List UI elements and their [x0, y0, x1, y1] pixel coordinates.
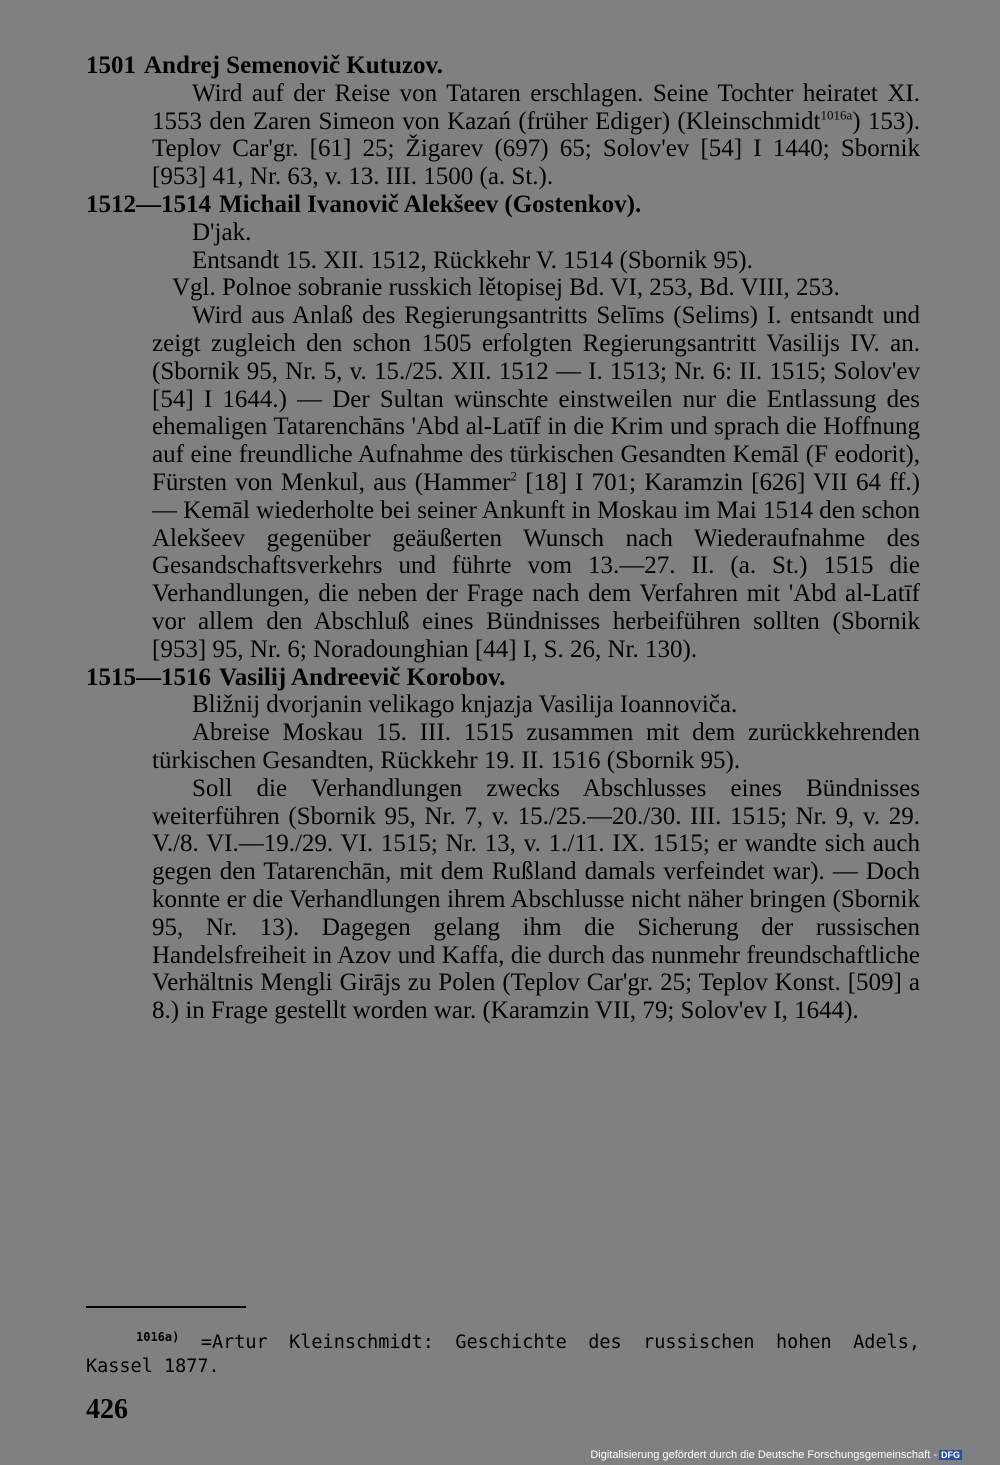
entry-body: [86, 691, 920, 1025]
entry-paragraph: Abreise Moskau 15. III. 1515 zusammen mit dem zurückkehrenden türkischen Gesandten, Rückkehr 19. II. 1516 (Sbornik 95).: [152, 719, 920, 774]
entry-paragraph: Entsandt 15. XII. 1512, Rückkehr V. 1514 (Sbornik 95).: [192, 246, 753, 274]
entry-name: Vasilij Andreevič Korobov.: [219, 663, 506, 691]
entry-heading: [86, 52, 920, 80]
entry-heading: [86, 664, 920, 692]
footnote-text: =Artur Kleinschmidt: Geschichte des russischen hohen Adels, Kassel 1877.: [86, 1332, 920, 1378]
entry-role: D'jak.: [192, 218, 252, 246]
credit-text: Digitalisierung gefördert durch die Deutsche Forschungsgemeinschaft -: [590, 1449, 937, 1461]
paragraph-text: ) 153). Teplov Car'gr. [61] 25; Žigarev (697) 65; Solov'ev [54] I 1440; Sbornik [953] 41, Nr. 63, v. 13. III. 1500 (a. St.).: [152, 107, 921, 191]
paragraph-text: [18] I 701; Karamzin [626] VII 64 ff.) — Kemāl wiederholte bei seiner Ankunft in Moskau im Mai 1514 den schon Alekšeev gegenüber geäußerten Wunsch nach Wiederaufnahme des Gesandschaftsverkehrs und führte vom 13.—27. II. (a. St.) 1515 die Verhandlungen, die neben der Frage nach dem Verfahren mit 'Abd al-Latīf vor allem den Abschluß eines Bündnisses herbeiführen sollten (Sbornik [953] 95, Nr. 6; Noradounghian [44] I, S. 26, Nr. 130).: [152, 468, 920, 663]
entry-body: [86, 219, 920, 664]
dfg-logo: DFG: [941, 1450, 960, 1460]
footnote-divider: [86, 1306, 246, 1308]
entry-alekseev: [86, 191, 920, 664]
entry-body: [86, 80, 920, 191]
entry-years: 1512—1514: [86, 190, 211, 218]
paragraph-text: Wird auf der Reise von Tataren erschlagen. Seine Tochter heiratet XI. 1553 den Zaren Simeon von Kazań (früher Ediger) (Kleinschmidt: [152, 79, 920, 135]
paragraph-text: Wird aus Anlaß des Regierungsantritts Selīms (Selims) I. entsandt und zeigt zugleich den schon 1505 erfolgten Regierungsantritt Vasilijs IV. an. (Sbornik 95, Nr. 5, v. 15./25. XII. 1512 — I. 1513; Nr. 6: II. 1515; Solov'ev [54] I 1644.) — Der Sultan wünschte einstweilen nur die Entlassung des ehemaligen Tatarenchāns 'Abd al-Latīf in die Krim und sprach die Hoffnung auf eine freundliche Aufnahme des türkischen Gesandten Kemāl (F eodorit), Fürsten von Menkul, aus (Hammer: [152, 302, 920, 496]
footnote-ref: 1016a: [820, 107, 853, 123]
entry-years: 1515—1516: [86, 663, 211, 691]
superscript: 2: [510, 468, 518, 484]
entry-name: Andrej Semenovič Kutuzov.: [144, 52, 443, 79]
entry-paragraph: [86, 80, 920, 191]
entry-paragraph: [86, 302, 920, 663]
entry-paragraph: Vgl. Polnoe sobranie russkich lětopisej Bd. VI, 253, Bd. VIII, 253.: [172, 274, 840, 302]
footnote-mark: 1016a): [136, 1330, 180, 1344]
entry-name: Michail Ivanovič Alekšeev (Gostenkov).: [219, 190, 642, 218]
entry-years: 1501: [86, 52, 136, 79]
entry-korobov: [86, 664, 920, 1025]
entry-kutuzov: [86, 52, 920, 191]
entry-role: Bližnij dvorjanin velikago knjazja Vasilija Ioannoviča.: [192, 691, 738, 719]
footnote: [86, 1325, 920, 1379]
page-body: [86, 52, 920, 1025]
page-number: 426: [86, 1394, 128, 1425]
entry-paragraph: Soll die Verhandlungen zwecks Abschlusses eines Bündnisses weiterführen (Sbornik 95, Nr. 7, v. 15./25.—20./30. III. 1515; Nr. 9, v. 29. V./8. VI.—19./29. VI. 1515; Nr. 13, v. 1./11. IX. 1515; er wandte sich auch gegen den Tatarenchān, mit dem Rußland damals verfeindet war). — Doch konnte er die Verhandlungen ihrem Abschlusse nicht näher bringen (Sbornik 95, Nr. 13). Dagegen gelang ihm die Sicherung der russischen Handelsfreiheit in Azov und Kaffa, die durch das nunmehr freundschaftliche Verhältnis Mengli Girājs zu Polen (Teplov Car'gr. 25; Teplov Konst. [509] a 8.) in Frage gestellt worden war. (Karamzin VII, 79; Solov'ev I, 1644).: [152, 774, 920, 1025]
entry-heading: [86, 191, 920, 219]
digitization-credit: [590, 1449, 962, 1461]
